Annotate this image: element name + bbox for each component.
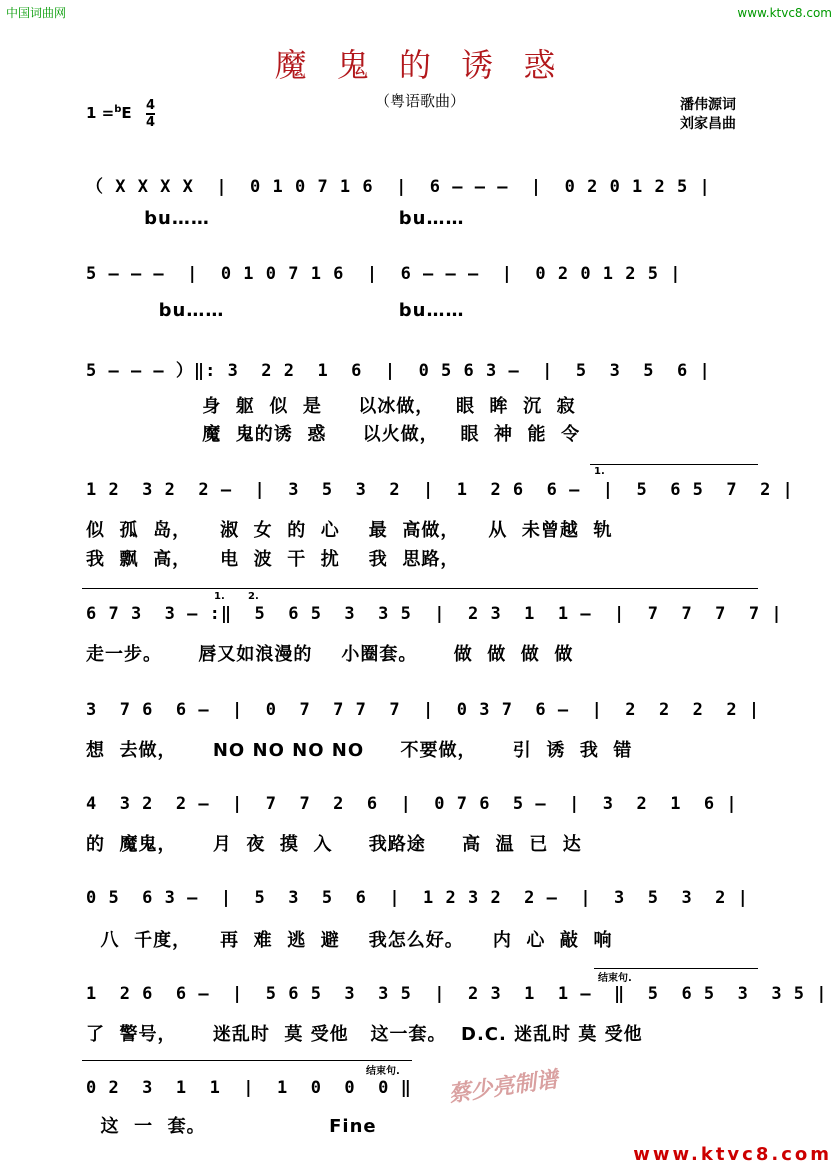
notation-line-5: 6 7 3 3 – :‖ 5 6 5 3 3 5 | 2 3 1 1 – | 7 7 7 7 | (86, 604, 783, 624)
lyric-line-6: 想 去做， NO NO NO NO 不要做， 引 诱 我 错 (86, 740, 633, 761)
site-url-right[interactable]: www.ktvc8.com (737, 6, 832, 20)
lyric-line-1: bu…… bu…… (86, 208, 465, 229)
notation-line-2: 5 – – – | 0 1 0 7 1 6 | 6 – – – | 0 2 0 1 2 5 | (86, 264, 682, 284)
song-subtitle: （粤语歌曲） (374, 92, 465, 110)
arranger-watermark: 蔡少亮制谱 (447, 1067, 560, 1108)
volta-1-end-marker: 1. (214, 591, 225, 602)
notation-line-7: 4 3 2 2 – | 7 7 2 6 | 0 7 6 5 – | 3 2 1 6 | (86, 794, 738, 814)
lyric-line-9: 了 警号， 迷乱时 莫 受他 这一套。 D.C. 迷乱时 莫 受他 (86, 1024, 643, 1045)
end-phrase-label-2: 结束句. (366, 1066, 400, 1077)
composer-credit: 刘家昌曲 (680, 116, 736, 132)
volta-1-bracket (590, 464, 758, 465)
lyricist-credit: 潘伟源词 (680, 97, 736, 113)
site-logo-footer[interactable]: www.ktvc8.com (633, 1144, 832, 1165)
key-signature: 1 =$^b$E (86, 104, 132, 122)
lyric-line-2: bu…… bu…… (86, 300, 465, 321)
lyric-line-4a: 似 孤 岛， 淑 女 的 心 最 高做， 从 未曾越 轨 (86, 520, 613, 541)
notation-line-3: 5 – – – ）‖: 3 2 2 1 6 | 0 5 6 3 – | 5 3 5 6 | (86, 361, 711, 381)
lyric-line-8: 八 千度， 再 难 逃 避 我怎么好。 内 心 敲 响 (86, 930, 613, 951)
notation-line-1: （ X X X X | 0 1 0 7 1 6 | 6 – – – | 0 2 0 1 2 5 | (86, 177, 711, 197)
site-name-left: 中国词曲网 (6, 6, 67, 20)
lyric-line-5: 走一步。 唇又如浪漫的 小圈套。 做 做 做 做 (86, 644, 574, 665)
volta-1-marker: 1. (594, 466, 605, 477)
lyric-line-7: 的 魔鬼， 月 夜 摸 入 我路途 高 温 已 达 (86, 834, 582, 855)
lyric-line-10: 这 一 套。 Fine (86, 1116, 377, 1137)
volta-bracket-line (82, 588, 758, 589)
lyric-line-4b: 我 飘 高， 电 波 干 扰 我 思路， (86, 549, 460, 570)
notation-line-6: 3 7 6 6 – | 0 7 7 7 7 | 0 3 7 6 – | 2 2 2 2 | (86, 700, 761, 720)
volta-2-marker: 2. (248, 591, 259, 602)
notation-line-9: 1 2 6 6 – | 5 6 5 3 3 5 | 2 3 1 1 – ‖ 5 6 5 3 3 5 | (86, 984, 828, 1004)
end-phrase-bracket-2 (82, 1060, 412, 1061)
notation-line-4: 1 2 3 2 2 – | 3 5 3 2 | 1 2 6 6 – | 5 6 5 7 2 | (86, 480, 794, 500)
lyric-line-3a: 身 躯 似 是 以冰做， 眼 眸 沉 寂 (86, 396, 576, 417)
lyric-line-3b: 魔 鬼的诱 惑 以火做， 眼 神 能 令 (86, 424, 581, 445)
notation-line-8: 0 5 6 3 – | 5 3 5 6 | 1 2 3 2 2 – | 3 5 3 2 | (86, 888, 749, 908)
notation-line-10: 0 2 3 1 1 | 1 0 0 0 ‖ (86, 1078, 412, 1098)
song-title: 魔 鬼 的 诱 惑 (274, 46, 566, 84)
end-phrase-label-1: 结束句. (598, 973, 632, 984)
time-signature: 4 4 (146, 98, 156, 130)
